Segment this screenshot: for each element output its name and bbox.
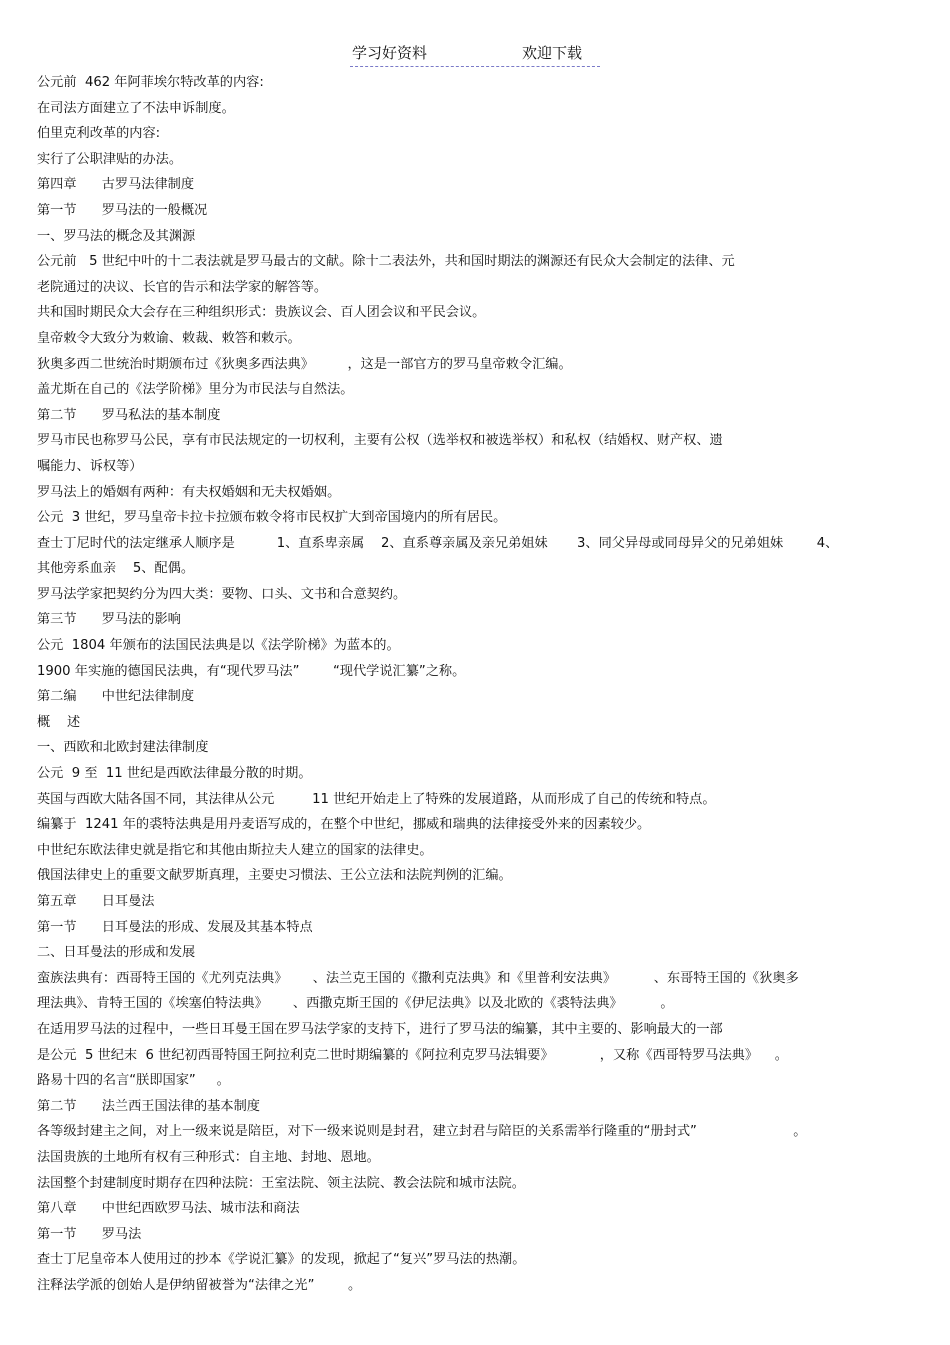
- text-line: 蛮族法典有：西哥特王国的《尤列克法典》 、法兰克王国的《撒利克法典》和《里普利安法典》 、东哥特王国的《狄奥多: [37, 970, 799, 986]
- text-line: 在司法方面建立了不法申诉制度。: [37, 100, 235, 116]
- text-line: 第二节 罗马私法的基本制度: [37, 407, 221, 423]
- text-line: 罗马市民也称罗马公民，享有市民法规定的一切权利，主要有公权（选举权和被选举权）和私权（结婚权、财产权、遗: [37, 433, 723, 449]
- page-header: [350, 40, 600, 67]
- document-body: [37, 70, 917, 1299]
- text-line: 概 述: [37, 714, 81, 730]
- text-line: 第二编 中世纪法律制度: [37, 689, 195, 705]
- text-line: 公元前 5 世纪中叶的十二表法就是罗马最古的文献。除十二表法外，共和国时期法的渊源还有民众大会制定的法律、元: [37, 254, 735, 270]
- text-line: 1900 年实施的德国民法典，有“现代罗马法” “现代学说汇纂”之称。: [37, 663, 466, 679]
- text-line: 共和国时期民众大会存在三种组织形式：贵族议会、百人团会议和平民会议。: [37, 305, 486, 321]
- text-line: 一、罗马法的概念及其渊源: [37, 228, 196, 244]
- text-line: 注释法学派的创始人是伊纳留被誉为“法律之光” 。: [37, 1277, 362, 1293]
- text-line: 公元前 462 年阿菲埃尔特改革的内容:: [37, 75, 264, 90]
- text-line: 法国贵族的土地所有权有三种形式：自主地、封地、恩地。: [37, 1149, 380, 1165]
- text-line: 编纂于 1241 年的裘特法典是用丹麦语写成的，在整个中世纪，挪威和瑞典的法律接受外来的因素较少。: [37, 817, 651, 833]
- text-line: 老院通过的决议、长官的告示和法学家的解答等。: [37, 279, 328, 295]
- text-line: 法国整个封建制度时期存在四种法院：王室法院、领主法院、教会法院和城市法院。: [37, 1175, 525, 1191]
- text-line: 各等级封建主之间，对上一级来说是陪臣，对下一级来说则是封君，建立封君与陪臣的关系需举行隆重的“册封式” 。: [37, 1124, 807, 1140]
- text-line: 二、日耳曼法的形成和发展: [37, 945, 196, 961]
- text-line: 第一节 罗马法的一般概况: [37, 202, 208, 218]
- text-line: 路易十四的名言“朕即国家” 。: [37, 1073, 230, 1089]
- text-line: 罗马法学家把契约分为四大类：要物、口头、文书和合意契约。: [37, 586, 407, 602]
- text-line: 第四章 古罗马法律制度: [37, 177, 195, 193]
- header-right-text: 欢迎下载: [522, 44, 583, 62]
- text-line: 第三节 罗马法的影响: [37, 612, 181, 628]
- text-line: 第五章 日耳曼法: [37, 894, 155, 909]
- text-line: 狄奥多西二世统治时期颁布过《狄奥多西法典》 ，这是一部官方的罗马皇帝敕令汇编。: [37, 356, 572, 372]
- text-line: 是公元 5 世纪末 6 世纪初西哥特国王阿拉利克二世时期编纂的《阿拉利克罗马法辑要》 ，又称《西哥特罗马法典》 。: [37, 1047, 788, 1063]
- text-line: 第二节 法兰西王国法律的基本制度: [37, 1098, 260, 1114]
- text-line: 公元 9 至 11 世纪是西欧法律最分散的时期。: [37, 766, 312, 782]
- text-line: 伯里克利改革的内容:: [37, 126, 161, 142]
- text-line: 第一节 日耳曼法的形成、发展及其基本特点: [37, 919, 313, 935]
- header-left-text: 学习好资料: [352, 44, 428, 62]
- text-line: 第一节 罗马法: [37, 1226, 142, 1242]
- text-line: 皇帝敕令大致分为敕谕、敕裁、敕答和敕示。: [37, 330, 301, 346]
- text-line: 实行了公职津贴的办法。: [37, 151, 183, 167]
- text-line: 第八章 中世纪西欧罗马法、城市法和商法: [37, 1201, 300, 1217]
- text-line: 查士丁尼时代的法定继承人顺序是 1、直系卑亲属 2、直系尊亲属及亲兄弟姐妹 3、同父异母或同母异父的兄弟姐妹 4、: [37, 535, 839, 551]
- text-line: 中世纪东欧法律史就是指它和其他由斯拉夫人建立的国家的法律史。: [37, 842, 433, 858]
- text-line: 英国与西欧大陆各国不同，其法律从公元 11 世纪开始走上了特殊的发展道路，从而形成了自己的传统和特点。: [37, 791, 716, 807]
- text-line: 在适用罗马法的过程中，一些日耳曼王国在罗马法学家的支持下，进行了罗马法的编纂，其中主要的、影响最大的一部: [37, 1021, 723, 1037]
- text-line: 查士丁尼皇帝本人使用过的抄本《学说汇纂》的发现，掀起了“复兴”罗马法的热潮。: [37, 1252, 526, 1268]
- text-line: 公元 1804 年颁布的法国民法典是以《法学阶梯》为蓝本的。: [37, 638, 400, 654]
- text-line: 盖尤斯在自己的《法学阶梯》里分为市民法与自然法。: [37, 382, 354, 398]
- text-line: 理法典》、肯特王国的《埃塞伯特法典》 、西撒克斯王国的《伊尼法典》以及北欧的《裘特法典》 。: [37, 996, 674, 1012]
- text-line: 公元 3 世纪，罗马皇帝卡拉卡拉颁布敕令将市民权扩大到帝国境内的所有居民。: [37, 510, 507, 526]
- text-line: 其他旁系血亲 5、配偶。: [37, 561, 195, 577]
- text-line: 一、西欧和北欧封建法律制度: [37, 740, 209, 756]
- text-line: 罗马法上的婚姻有两种：有夫权婚姻和无夫权婚姻。: [37, 484, 341, 500]
- text-line: 俄国法律史上的重要文献罗斯真理，主要史习惯法、王公立法和法院判例的汇编。: [37, 868, 512, 884]
- text-line: 嘱能力、诉权等）: [37, 458, 143, 474]
